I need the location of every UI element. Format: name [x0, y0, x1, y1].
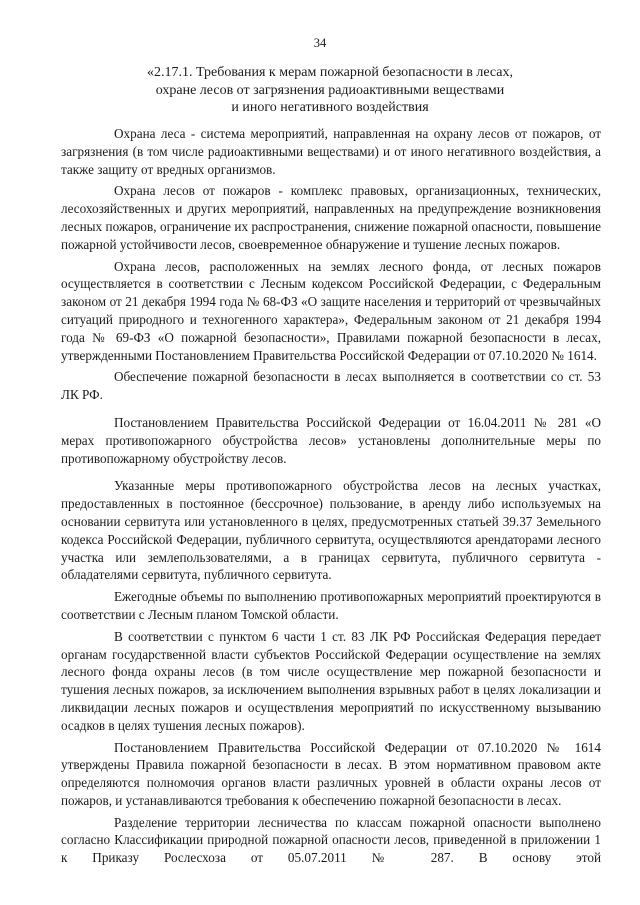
paragraph-forest-protection-definition: Охрана леса - система мероприятий, направленная на охрану лесов от пожаров, от загрязнения (в том числе радиоактивными веществами) и от иного негативного воздействия, а также защиту от вредных организмов.: [61, 126, 601, 177]
body-text: [61, 125, 601, 871]
heading-line: «2.17.1. Требования к мерам пожарной безопасности в лесах,: [147, 65, 513, 80]
heading-line: охране лесов от загрязнения радиоактивными веществами: [155, 82, 505, 98]
section-heading: [60, 64, 600, 117]
paragraph-annual-volumes: Ежегодные объемы по выполнению противопожарных мероприятий проектируются в соответствии с Лесным планом Томской области.: [61, 589, 601, 622]
paragraph-fire-arrangement-measures: Указанные меры противопожарного обустройства лесов на лесных участках, предоставленных в постоянное (бессрочное) пользование, в аренду либо используемых на основании сервитута или установленного в целях, предусмотренных статьей 39.37 Земельного кодекса Российской Федерации, публичного сервитута, осуществляются арендаторами лесного участка или землепользователями, а в границах сервитута, публичного сервитута - обладателями сервитута, публичного сервитута.: [61, 478, 601, 583]
paragraph-fire-danger-classes: Разделение территории лесничества по классам пожарной опасности выполнено согласно Классификации природной пожарной опасности лесов, приведенной в приложении 1 к Приказу Рослесхоза от 05.07.2011 № 287. В основу этой: [61, 814, 601, 866]
paragraph-article-83: В соответствии с пунктом 6 части 1 ст. 83 ЛК РФ Российская Федерация передает органам государственной власти субъектов Российской Федерации осуществление на землях лесного фонда охраны лесов (в том числе осуществление мер пожарной безопасности и тушения лесных пожаров, за исключением выполнения взрывных работ в целях локализации и ликвидации лесных пожаров и осуществления мероприятий по искусственному вызыванию осадков в целях тушения лесных пожаров).: [61, 628, 601, 733]
heading-line: и иного негативного воздействия: [231, 100, 429, 115]
paragraph-fire-protection-definition: Охрана лесов от пожаров - комплекс правовых, организационных, технических, лесохозяйственных и других мероприятий, направленных на предупреждение возникновения лесных пожаров, ограничение их распространения, снижение пожарной опасности, повышение пожарной устойчивости лесов, своевременное обнаружение и тушение лесных пожаров.: [61, 183, 601, 252]
paragraph-decree-281: Постановлением Правительства Российской Федерации от 16.04.2011 № 281 «О мерах противопожарного обустройства лесов» установлены дополнительные меры по противопожарному обустройству лесов.: [61, 414, 601, 466]
paragraph-legal-basis: Охрана лесов, расположенных на землях лесного фонда, от лесных пожаров осуществляется в соответствии с Лесным кодексом Российской Федерации, с Федеральным законом от 21 декабря 1994 года № 68-ФЗ «О защите населения и территорий от чрезвычайных ситуаций природного и техногенного характера», Федеральным законом от 21 декабря 1994 года № 69-ФЗ «О пожарной безопасности», Правилами пожарной безопасности в лесах, утвержденными Постановлением Правительства Российской Федерации от 07.10.2020 № 1614.: [61, 258, 601, 363]
paragraph-decree-1614: Постановлением Правительства Российской Федерации от 07.10.2020 № 1614 утверждены Правила пожарной безопасности в лесах. В этом нормативном правовом акте определяются полномочия органов власти различных уровней в области охраны лесов от пожаров, и устанавливаются требования к обеспечению пожарной безопасности в лесах.: [61, 739, 601, 808]
paragraph-article-53: Обеспечение пожарной безопасности в лесах выполняется в соответствии со ст. 53 ЛК РФ.: [61, 369, 601, 403]
page-number: 34: [313, 36, 327, 50]
